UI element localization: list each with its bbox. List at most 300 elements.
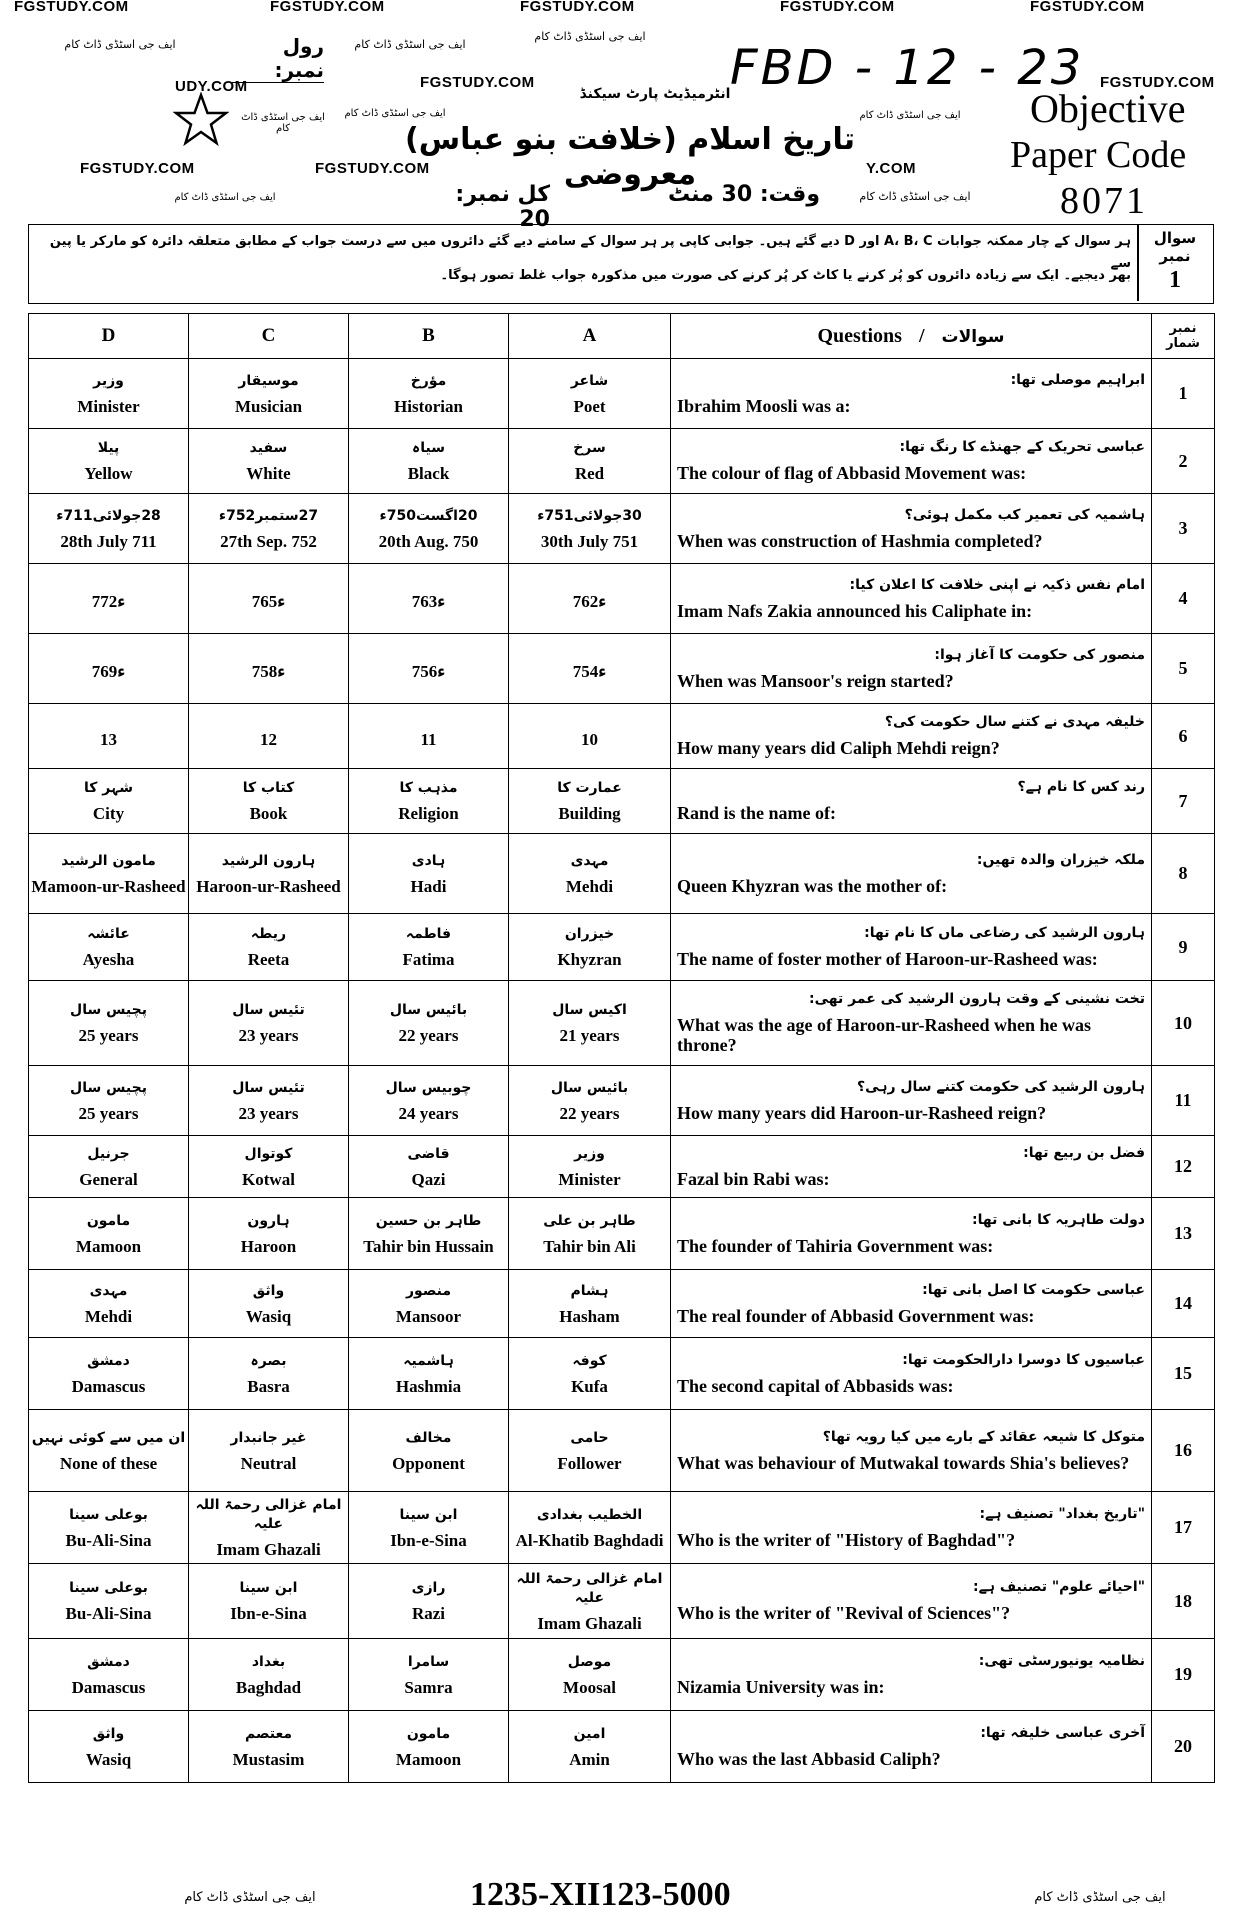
watermark-text: FGSTUDY.COM <box>14 0 129 15</box>
option-b-english: Hashmia <box>395 1376 462 1396</box>
option-b-urdu: قاضی <box>407 1145 450 1162</box>
header-option-a: A <box>509 314 671 359</box>
option-b <box>349 914 509 981</box>
question-urdu: عباسی حکومت کا اصل بانی تھا: <box>922 1281 1145 1298</box>
option-b-english: Opponent <box>392 1453 465 1473</box>
option-b <box>349 769 509 834</box>
option-a <box>509 634 671 704</box>
option-b-urdu: 20اگست750ء <box>379 507 478 524</box>
option-b-urdu: مذہب کا <box>399 780 458 796</box>
option-a-urdu: بائیس سال <box>550 1079 629 1096</box>
option-c-urdu: بصرہ <box>250 1352 287 1369</box>
option-d-english: Wasiq <box>85 1749 132 1769</box>
option-c-urdu: ہارون <box>247 1212 290 1229</box>
option-a-urdu: امام غزالی رحمۃ اللہ علیہ <box>516 1570 663 1606</box>
question-urdu: متوکل کا شیعہ عقائد کے بارے میں کیا رویہ تھا؟ <box>822 1428 1145 1445</box>
question-urdu: ہارون الرشید کی حکومت کتنے سال رہی؟ <box>856 1078 1145 1095</box>
option-b-urdu: ہادی <box>411 852 446 869</box>
option-d-english: None of these <box>59 1453 158 1473</box>
option-b <box>349 981 509 1066</box>
option-a-urdu: خیزران <box>564 926 615 942</box>
option-b-urdu: بائیس سال <box>389 1002 468 1018</box>
option-a <box>509 914 671 981</box>
option-b-urdu: مخالف <box>405 1429 452 1446</box>
option-a-english: Al-Khatib Baghdadi <box>515 1530 664 1550</box>
option-d-english: Bu-Ali-Sina <box>65 1604 152 1623</box>
option-a-english: Khyzran <box>557 950 622 969</box>
question-english: The real founder of Abbasid Government was: <box>677 1305 1035 1326</box>
option-d <box>29 634 189 704</box>
option-c-english: Musician <box>234 396 303 416</box>
option-d-urdu: بوعلی سینا <box>69 1506 148 1523</box>
header-questions <box>671 314 1152 359</box>
question-english: What was the age of Haroon-ur-Rasheed when he was throne? <box>677 1015 1091 1055</box>
option-a-urdu: ہشام <box>570 1282 609 1299</box>
option-c-english: Baghdad <box>235 1677 302 1697</box>
option-c-urdu: تئیس سال <box>232 1079 305 1096</box>
option-b <box>349 1066 509 1136</box>
option-b-english: Religion <box>398 804 459 823</box>
watermark-text: FGSTUDY.COM <box>780 0 895 15</box>
option-d <box>29 1136 189 1198</box>
option-a-english: Poet <box>573 396 606 416</box>
option-d-english: Yellow <box>84 464 133 483</box>
table-row <box>29 834 1215 914</box>
question-number: 1 <box>1152 359 1215 429</box>
option-c <box>189 1198 349 1270</box>
option-a-english: Mehdi <box>565 876 614 896</box>
question-number: 14 <box>1152 1270 1215 1338</box>
header-questions-ur: سوالات <box>941 326 1005 347</box>
option-b-urdu: ابن سینا <box>399 1506 458 1523</box>
table-header-row <box>29 314 1215 359</box>
option-d-english: 13 <box>100 729 117 749</box>
table-row <box>29 1136 1215 1198</box>
option-a <box>509 1338 671 1410</box>
option-d <box>29 494 189 564</box>
option-b-urdu: رازی <box>411 1580 446 1596</box>
option-c <box>189 704 349 769</box>
option-d-urdu: 28جولائی711ء <box>56 507 161 524</box>
option-a-urdu: 30جولائی751ء <box>537 507 642 524</box>
question-cell <box>671 1711 1152 1783</box>
option-c-english: Haroon-ur-Rasheed <box>196 876 341 896</box>
question-cell <box>671 1492 1152 1564</box>
option-a-urdu: حامی <box>570 1429 609 1446</box>
question-urdu: دولت طاہریہ کا بانی تھا: <box>972 1211 1145 1228</box>
option-a-english: Amin <box>569 1749 610 1769</box>
option-d-urdu: دمشق <box>87 1653 130 1670</box>
option-c-urdu: امام غزالی رحمۃ اللہ علیہ <box>195 1497 342 1532</box>
option-b <box>349 1639 509 1711</box>
option-b <box>349 1136 509 1198</box>
table-row <box>29 1338 1215 1410</box>
question-english: The founder of Tahiria Government was: <box>677 1235 994 1256</box>
option-d <box>29 834 189 914</box>
table-row <box>29 359 1215 429</box>
option-d-english: City <box>92 804 125 823</box>
question-cell <box>671 429 1152 494</box>
option-d-english: 25 years <box>78 1103 139 1123</box>
option-d-english: Mehdi <box>84 1306 133 1326</box>
option-a <box>509 1270 671 1338</box>
option-a-urdu: الخطیب بغدادی <box>536 1506 643 1523</box>
option-c <box>189 981 349 1066</box>
option-c-urdu: کتاب کا <box>242 780 295 796</box>
question-urdu: امام نفس ذکیہ نے اپنی خلافت کا اعلان کیا: <box>849 576 1145 593</box>
question-number: 11 <box>1152 1066 1215 1136</box>
option-b <box>349 834 509 914</box>
question-number: 7 <box>1152 769 1215 834</box>
watermark-text: FGSTUDY.COM <box>420 74 535 91</box>
question-urdu: تخت نشینی کے وقت ہارون الرشید کی عمر تھی: <box>808 991 1145 1007</box>
option-c-english: Ibn-e-Sina <box>230 1604 307 1623</box>
option-d-urdu: مامون الرشید <box>61 852 156 869</box>
option-a-english: 22 years <box>559 1103 620 1123</box>
option-a-english: 762ء <box>572 592 607 611</box>
question-number: 16 <box>1152 1410 1215 1492</box>
question-number: 12 <box>1152 1136 1215 1198</box>
option-b <box>349 1410 509 1492</box>
option-b-english: 22 years <box>398 1026 459 1045</box>
header-option-c: C <box>189 314 349 359</box>
option-b-urdu: مامون <box>406 1725 451 1742</box>
site-name-urdu: ایف جی اسٹڈی ڈاٹ کام <box>174 192 276 203</box>
option-c-urdu: ابن سینا <box>239 1580 298 1596</box>
watermark-text: FGSTUDY.COM <box>1100 74 1215 91</box>
option-d-urdu: پچیس سال <box>70 1079 147 1096</box>
table-row <box>29 1564 1215 1639</box>
question-number: 2 <box>1152 429 1215 494</box>
option-a-english: Moosal <box>563 1677 616 1697</box>
option-c-english: Basra <box>247 1376 290 1396</box>
option-d-urdu: جرنیل <box>87 1145 130 1162</box>
option-a-english: Hasham <box>559 1306 620 1326</box>
option-d <box>29 564 189 634</box>
question-cell <box>671 564 1152 634</box>
question-english: How many years did Haroon-ur-Rasheed reign? <box>677 1102 1047 1123</box>
question-cell <box>671 1066 1152 1136</box>
question-number: 5 <box>1152 634 1215 704</box>
question-urdu: ہارون الرشید کی رضاعی ماں کا نام تھا: <box>864 925 1145 941</box>
option-c-english: 765ء <box>251 592 286 611</box>
table-row <box>29 769 1215 834</box>
site-name-urdu: ایف جی اسٹڈی ڈاٹ کام <box>859 110 961 121</box>
question-number: 6 <box>1152 704 1215 769</box>
option-d-urdu: دمشق <box>87 1352 130 1369</box>
table-row <box>29 1066 1215 1136</box>
option-a <box>509 359 671 429</box>
table-row <box>29 981 1215 1066</box>
header-option-b: B <box>349 314 509 359</box>
option-c-urdu: واثق <box>252 1282 285 1299</box>
option-d <box>29 1410 189 1492</box>
option-a-english: Minister <box>558 1169 621 1189</box>
table-row <box>29 704 1215 769</box>
option-b <box>349 1338 509 1410</box>
header-serial: نمبر شمار <box>1152 314 1215 359</box>
watermark-text: FGSTUDY.COM <box>80 160 195 177</box>
question-english: Who is the writer of "Revival of Sciences"? <box>677 1603 1011 1623</box>
option-b <box>349 1564 509 1639</box>
option-c <box>189 359 349 429</box>
option-a-english: 754ء <box>572 662 607 681</box>
option-c-english: Neutral <box>240 1453 297 1473</box>
option-c <box>189 1270 349 1338</box>
question-english: Ibrahim Moosli was a: <box>677 395 851 416</box>
table-row <box>29 1270 1215 1338</box>
option-a-urdu: عمارت کا <box>557 780 622 796</box>
option-c <box>189 1136 349 1198</box>
option-a-english: Follower <box>557 1453 622 1473</box>
site-name-urdu: ایف جی اسٹڈی ڈاٹ کام <box>241 112 325 134</box>
option-d-urdu: مہدی <box>89 1282 128 1299</box>
option-b-english: Razi <box>411 1604 446 1623</box>
option-b-english: Hadi <box>410 876 447 896</box>
option-a-urdu: مہدی <box>570 852 609 869</box>
option-a-english: 21 years <box>559 1026 620 1045</box>
option-d-english: 769ء <box>91 662 126 681</box>
option-c-urdu: کوتوال <box>244 1145 293 1162</box>
option-c <box>189 634 349 704</box>
question-cell <box>671 834 1152 914</box>
option-d-urdu: ان میں سے کوئی نہیں <box>31 1429 186 1446</box>
option-b-english: 20th Aug. 750 <box>378 531 479 551</box>
option-a-english: Red <box>574 464 605 483</box>
option-d <box>29 1492 189 1564</box>
option-d <box>29 1270 189 1338</box>
option-c-english: 23 years <box>238 1103 299 1123</box>
option-d-english: 25 years <box>78 1026 139 1045</box>
option-a-urdu: شاعر <box>570 372 609 389</box>
option-b-english: 763ء <box>411 592 446 611</box>
star-icon <box>173 92 229 148</box>
option-b-english: Fatima <box>402 950 455 969</box>
option-b-english: Ibn-e-Sina <box>390 1530 467 1550</box>
option-d-english: Mamoon <box>75 1236 142 1256</box>
question-english: How many years did Caliph Mehdi reign? <box>677 738 1000 758</box>
option-d-urdu: مامون <box>86 1212 131 1229</box>
option-c-urdu: 27ستمبر752ء <box>218 507 319 524</box>
option-a <box>509 769 671 834</box>
option-d <box>29 1564 189 1639</box>
option-a-english: 10 <box>581 729 598 749</box>
instruction-line: بھر دیجیے۔ ایک سے زیادہ دائروں کو پُر کرنے یا کاٹ کر پُر کرنے کی صورت میں مذکورہ جواب غلط تصور ہوگا۔ <box>440 268 1131 283</box>
option-a-urdu: موصل <box>567 1653 612 1670</box>
question-english: Who is the writer of "History of Baghdad"? <box>677 1529 1016 1550</box>
question-cell <box>671 494 1152 564</box>
option-d-english: Damascus <box>71 1677 146 1697</box>
table-row <box>29 494 1215 564</box>
header-questions-en: Questions <box>817 324 902 347</box>
option-b <box>349 359 509 429</box>
question-number: 1 <box>1169 267 1181 293</box>
option-d-english: Bu-Ali-Sina <box>65 1530 152 1550</box>
option-d <box>29 1066 189 1136</box>
option-c-urdu: سفید <box>249 440 288 456</box>
table-row <box>29 1410 1215 1492</box>
watermark-text: FGSTUDY.COM <box>1030 0 1145 15</box>
option-b-english: 11 <box>420 729 437 749</box>
subject-title: تاریخ اسلام (خلافت بنو عباس) معروضی <box>405 122 855 192</box>
option-b-english: 756ء <box>411 662 446 681</box>
option-b <box>349 1492 509 1564</box>
question-urdu: "تاریخ بغداد" تصنیف ہے: <box>979 1505 1145 1522</box>
option-d <box>29 1198 189 1270</box>
option-c-english: Book <box>249 804 288 823</box>
option-a-english: Kufa <box>571 1376 608 1396</box>
option-c-english: Reeta <box>247 950 290 969</box>
option-a <box>509 494 671 564</box>
option-b-urdu: سیاہ <box>412 440 445 456</box>
option-d-urdu: واثق <box>92 1725 125 1742</box>
option-d <box>29 981 189 1066</box>
question-cell <box>671 769 1152 834</box>
option-d <box>29 429 189 494</box>
question-english: When was construction of Hashmia completed? <box>677 530 1043 551</box>
option-d-urdu: عائشہ <box>87 926 130 942</box>
option-a <box>509 1564 671 1639</box>
option-a <box>509 1410 671 1492</box>
option-b <box>349 564 509 634</box>
site-name-urdu: ایف جی اسٹڈی ڈاٹ کام <box>184 1890 316 1905</box>
option-c-english: White <box>246 464 291 483</box>
question-number: 19 <box>1152 1639 1215 1711</box>
option-a <box>509 981 671 1066</box>
option-d-urdu: پچیس سال <box>70 1002 147 1018</box>
option-b-urdu: چوبیس سال <box>385 1079 472 1096</box>
option-a-english: Imam Ghazali <box>537 1613 642 1633</box>
option-c <box>189 429 349 494</box>
total-marks: کل نمبر: 20 <box>455 182 550 232</box>
table-row <box>29 634 1215 704</box>
question-urdu: عباسی تحریک کے جھنڈے کا رنگ تھا: <box>899 439 1145 455</box>
option-d <box>29 1639 189 1711</box>
site-name-urdu: ایف جی اسٹڈی ڈاٹ کام <box>534 30 646 43</box>
option-c <box>189 494 349 564</box>
paper-code-label: Paper Code <box>1010 134 1187 176</box>
option-b <box>349 704 509 769</box>
header-option-d: D <box>29 314 189 359</box>
option-c <box>189 1639 349 1711</box>
option-b-urdu: ہاشمیہ <box>403 1352 454 1369</box>
objective-title: Objective <box>1030 86 1186 131</box>
option-a-english: Tahir bin Ali <box>543 1236 636 1256</box>
class-level: انٹرمیڈیٹ پارٹ سیکنڈ <box>579 86 731 102</box>
option-c-english: Haroon <box>240 1236 297 1256</box>
option-a <box>509 1136 671 1198</box>
option-d-english: Ayesha <box>82 950 135 969</box>
option-c-urdu: موسیقار <box>238 372 299 389</box>
option-c-english: 12 <box>260 729 277 749</box>
time-allowed: وقت: 30 منٹ <box>667 182 820 207</box>
option-a <box>509 1492 671 1564</box>
question-english: Who was the last Abbasid Caliph? <box>677 1748 941 1769</box>
handwritten-code: FBD - 12 - 23 <box>730 40 1085 96</box>
question-urdu: عباسیوں کا دوسرا دارالحکومت تھا: <box>902 1351 1145 1368</box>
option-a-urdu: امین <box>573 1725 606 1742</box>
question-english: The colour of flag of Abbasid Movement was: <box>677 463 1027 483</box>
option-d <box>29 769 189 834</box>
question-number: 17 <box>1152 1492 1215 1564</box>
question-cell <box>671 1338 1152 1410</box>
option-d <box>29 1711 189 1783</box>
question-urdu: رند کس کا نام ہے؟ <box>1017 779 1145 795</box>
question-english: The name of foster mother of Haroon-ur-Rasheed was: <box>677 949 1098 969</box>
option-a-urdu: طاہر بن علی <box>543 1212 636 1229</box>
option-c <box>189 1410 349 1492</box>
option-c-english: 758ء <box>251 662 286 681</box>
option-b-urdu: منصور <box>405 1282 451 1299</box>
option-d-english: Minister <box>77 396 140 416</box>
option-a-urdu: اکیس سال <box>552 1002 627 1018</box>
option-d-urdu: پیلا <box>97 440 120 456</box>
question-urdu: ہاشمیہ کی تعمیر کب مکمل ہوئی؟ <box>904 506 1145 523</box>
option-d <box>29 704 189 769</box>
question-cell <box>671 634 1152 704</box>
questions-table <box>28 313 1215 1783</box>
option-c <box>189 1711 349 1783</box>
option-b-urdu: فاطمہ <box>405 926 452 942</box>
watermark-text: FGSTUDY.COM <box>270 0 385 15</box>
option-d <box>29 359 189 429</box>
option-b <box>349 1711 509 1783</box>
table-row <box>29 914 1215 981</box>
question-urdu: "احیائے علوم" تصنیف ہے: <box>972 1579 1145 1595</box>
option-d-english: Damascus <box>71 1376 146 1396</box>
table-row <box>29 1492 1215 1564</box>
watermark-text: FGSTUDY.COM <box>315 160 430 177</box>
watermark-text: FGSTUDY.COM <box>520 0 635 15</box>
question-number: 9 <box>1152 914 1215 981</box>
question-english: Imam Nafs Zakia announced his Caliphate in: <box>677 600 1033 621</box>
table-row <box>29 1198 1215 1270</box>
option-c-english: Kotwal <box>242 1169 295 1189</box>
table-row <box>29 1711 1215 1783</box>
question-urdu: ملکہ خیزران والدہ تھیں: <box>976 851 1145 868</box>
question-english: Rand is the name of: <box>677 803 837 823</box>
watermark-text: Y.COM <box>866 160 917 177</box>
option-d-english: General <box>79 1169 138 1189</box>
question-urdu: آخری عباسی خلیفہ تھا: <box>980 1724 1145 1741</box>
question-cell <box>671 1410 1152 1492</box>
option-c <box>189 834 349 914</box>
footer-code: 1235-XII123-5000 <box>470 1876 731 1913</box>
question-english: The second capital of Abbasids was: <box>677 1375 954 1396</box>
option-b-english: Mamoon <box>395 1749 462 1769</box>
option-c-urdu: ریطہ <box>250 926 287 942</box>
option-c-english: Imam Ghazali <box>216 1540 321 1559</box>
option-b <box>349 494 509 564</box>
question-english: What was behaviour of Mutwakal towards Shia's believes? <box>677 1452 1130 1473</box>
question-number: 4 <box>1152 564 1215 634</box>
option-d-english: 772ء <box>91 592 126 611</box>
question-cell <box>671 1639 1152 1711</box>
question-cell <box>671 359 1152 429</box>
table-row <box>29 1639 1215 1711</box>
option-b-english: 24 years <box>398 1103 459 1123</box>
option-a-english: Building <box>558 804 621 823</box>
site-name-urdu: ایف جی اسٹڈی ڈاٹ کام <box>354 38 466 51</box>
site-name-urdu: ایف جی اسٹڈی ڈاٹ کام <box>1034 1890 1166 1905</box>
option-a <box>509 704 671 769</box>
option-b <box>349 429 509 494</box>
option-b-english: Tahir bin Hussain <box>363 1236 494 1256</box>
option-a-english: 30th July 751 <box>540 531 639 551</box>
question-cell <box>671 1136 1152 1198</box>
question-urdu: فضل بن ربیع تھا: <box>1023 1144 1145 1161</box>
question-number: 13 <box>1152 1198 1215 1270</box>
